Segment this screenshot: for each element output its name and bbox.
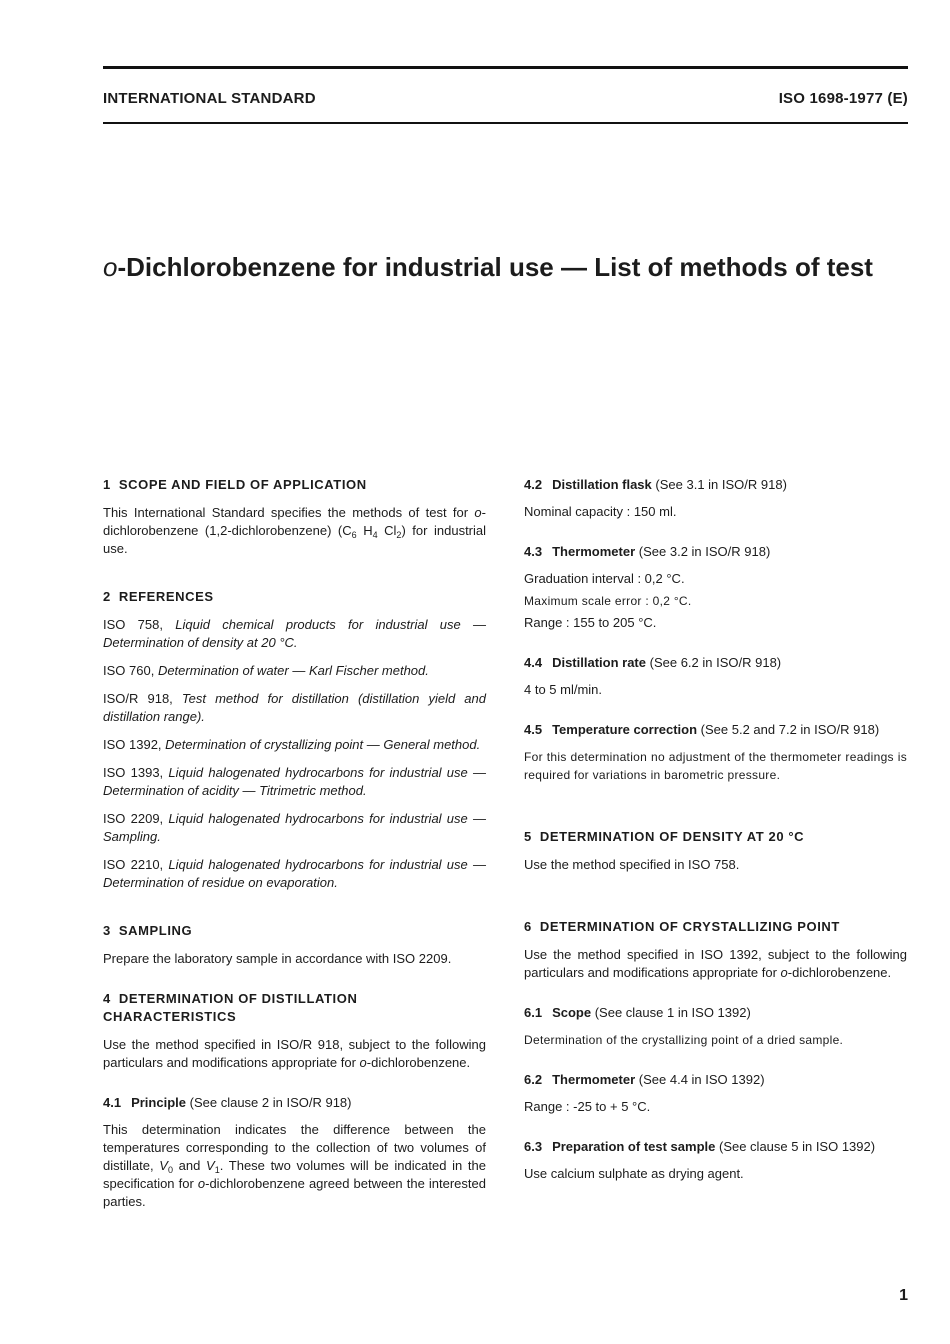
subsection-6-1-heading xyxy=(524,1004,907,1022)
section-4-heading xyxy=(103,990,486,1026)
reference-item xyxy=(103,856,486,892)
section-title: REFERENCES xyxy=(118,589,214,604)
subsection-number: 4.3 xyxy=(524,544,543,559)
section-number: 1 xyxy=(103,477,111,492)
header-standard-type: INTERNATIONAL STANDARD xyxy=(103,90,316,107)
section-1-text xyxy=(103,504,486,558)
text-run: V xyxy=(159,1158,168,1173)
text-run: o xyxy=(474,505,482,520)
thermometer-spec-line: Maximum scale error : 0,2 °C. xyxy=(524,594,692,608)
text-run: . These two volumes will be indicated in the specification for xyxy=(103,1158,486,1191)
subsection-6-1-text: Determination of the crystallizing point of a dried sample. xyxy=(524,1033,844,1047)
subsection-title: Preparation of test sample xyxy=(552,1139,716,1154)
section-number: 4 xyxy=(103,991,111,1006)
reference-item xyxy=(103,764,486,800)
section-2-heading xyxy=(103,588,486,606)
subsection-4-1-heading xyxy=(103,1094,486,1112)
text-run: H xyxy=(356,523,373,538)
subsection-title: Distillation flask xyxy=(552,477,652,492)
section-6-text xyxy=(524,946,907,982)
section-number: 3 xyxy=(103,923,111,938)
subsection-title: Distillation rate xyxy=(552,655,646,670)
text-run: -dichlorobenzene agreed between the interested parties. xyxy=(103,1176,486,1209)
subsection-reference: (See 6.2 in ISO/R 918) xyxy=(649,655,782,670)
subscript: 4 xyxy=(372,530,378,540)
text-run: Use the method specified in ISO/R 918, subject to the following particulars and modifications appropriate for xyxy=(103,1037,486,1070)
subsection-4-4-text: 4 to 5 ml/min. xyxy=(524,682,603,697)
text-run: o xyxy=(359,1055,367,1070)
text-run: and xyxy=(178,1158,201,1173)
subsection-number: 6.2 xyxy=(524,1072,543,1087)
subsection-reference: (See 3.2 in ISO/R 918) xyxy=(638,544,771,559)
subsection-title: Temperature correction xyxy=(552,722,698,737)
subsection-number: 6.1 xyxy=(524,1005,543,1020)
reference-code: ISO 2210, xyxy=(103,857,164,872)
reference-code: ISO 1392, xyxy=(103,737,162,752)
text-run: ) for industrial use. xyxy=(103,523,487,556)
section-5-text: Use the method specified in ISO 758. xyxy=(524,857,740,872)
subsection-6-3-heading xyxy=(524,1138,907,1156)
subsection-number: 4.4 xyxy=(524,655,543,670)
section-number: 5 xyxy=(524,829,532,844)
section-3-text: Prepare the laboratory sample in accordance with ISO 2209. xyxy=(103,951,452,966)
subsection-4-2-text: Nominal capacity : 150 ml. xyxy=(524,504,677,519)
subsection-6-2-text: Range : -25 to + 5 °C. xyxy=(524,1099,651,1114)
text-run: -dichlorobenzene (1,2-dichlorobenzene) (C xyxy=(103,505,486,538)
title-text: -Dichlorobenzene for industrial use — List of methods of test xyxy=(117,252,873,282)
reference-code: ISO 758, xyxy=(103,617,163,632)
reference-code: ISO 1393, xyxy=(103,765,164,780)
text-run: Use the method specified in ISO 1392, subject to the following particulars and modifications appropriate for xyxy=(524,947,907,980)
subsection-number: 4.5 xyxy=(524,722,543,737)
subsection-number: 6.3 xyxy=(524,1139,543,1154)
subsection-reference: (See 3.1 in ISO/R 918) xyxy=(655,477,787,492)
subsection-6-3-text: Use calcium sulphate as drying agent. xyxy=(524,1166,744,1181)
reference-item xyxy=(103,810,486,846)
reference-item xyxy=(103,662,486,680)
subsection-reference: (See clause 1 in ISO 1392) xyxy=(594,1005,751,1020)
subsection-title: Thermometer xyxy=(552,1072,636,1087)
left-column xyxy=(103,476,486,1221)
reference-title: Liquid halogenated hydrocarbons for industrial use — Determination of residue on evaporation. xyxy=(103,857,486,890)
text-run: This International Standard specifies the methods of test for xyxy=(103,505,469,520)
text-run: V xyxy=(206,1158,215,1173)
reference-title: Liquid chemical products for industrial use — Determination of density at 20 °C. xyxy=(103,617,486,650)
subscript: 2 xyxy=(396,530,402,540)
subsection-4-5-text: For this determination no adjustment of the thermometer readings is required for variations in barometric pressure. xyxy=(524,750,907,782)
section-number: 2 xyxy=(103,589,111,604)
text-run: -dichlorobenzene. xyxy=(787,965,892,980)
subsection-4-1-text xyxy=(103,1121,486,1211)
section-number: 6 xyxy=(524,919,532,934)
subsection-4-5-heading xyxy=(524,721,907,739)
subscript: 6 xyxy=(351,530,357,540)
subsection-title: Scope xyxy=(552,1005,592,1020)
subsection-title: Principle xyxy=(131,1095,186,1110)
subsection-reference: (See clause 2 in ISO/R 918) xyxy=(189,1095,352,1110)
section-title: SCOPE AND FIELD OF APPLICATION xyxy=(118,477,367,492)
text-run: o xyxy=(780,965,788,980)
subsection-reference: (See 4.4 in ISO 1392) xyxy=(638,1072,765,1087)
section-title: DETERMINATION OF DENSITY AT 20 °C xyxy=(539,829,805,844)
section-title: DETERMINATION OF CRYSTALLIZING POINT xyxy=(539,919,840,934)
section-6-heading xyxy=(524,918,907,936)
subsection-6-2-heading xyxy=(524,1071,907,1089)
header-standard-number: ISO 1698-1977 (E) xyxy=(778,90,908,107)
subsection-number: 4.1 xyxy=(103,1095,122,1110)
text-run: This determination indicates the difference between the temperatures corresponding to the collection of two volumes of distillate, xyxy=(103,1122,486,1173)
reference-item xyxy=(103,690,486,726)
section-3-heading xyxy=(103,922,486,940)
reference-title: Liquid halogenated hydrocarbons for industrial use — Sampling. xyxy=(103,811,486,844)
document-title xyxy=(103,250,893,285)
subsection-number: 4.2 xyxy=(524,477,543,492)
header-rule-bottom xyxy=(103,122,908,124)
reference-item xyxy=(103,616,486,652)
reference-code: ISO/R 918, xyxy=(103,691,173,706)
section-5-heading xyxy=(524,828,907,846)
text-run: o xyxy=(197,1176,206,1191)
reference-title: Determination of water — Karl Fischer method. xyxy=(157,663,429,678)
subsection-4-4-heading xyxy=(524,654,907,672)
subsection-4-3-heading xyxy=(524,543,907,561)
reference-item xyxy=(103,736,486,754)
reference-title: Liquid halogenated hydrocarbons for industrial use — Determination of acidity — Titrimetric method. xyxy=(103,765,486,798)
subsection-4-2-heading xyxy=(524,476,907,494)
subsection-reference: (See clause 5 in ISO 1392) xyxy=(718,1139,876,1154)
subscript: 1 xyxy=(214,1165,220,1175)
thermometer-spec-line: Range : 155 to 205 °C. xyxy=(524,615,657,630)
title-prefix: o xyxy=(103,252,118,282)
section-title: SAMPLING xyxy=(118,923,193,938)
thermometer-spec-line: Graduation interval : 0,2 °C. xyxy=(524,571,685,586)
section-4-text xyxy=(103,1036,486,1072)
reference-code: ISO 2209, xyxy=(103,811,164,826)
right-column xyxy=(524,476,907,1193)
reference-code: ISO 760, xyxy=(103,663,155,678)
page-number: 1 xyxy=(899,1287,908,1304)
subsection-reference: (See 5.2 and 7.2 in ISO/R 918) xyxy=(700,722,880,737)
subsection-title: Thermometer xyxy=(552,544,636,559)
reference-title: Determination of crystallizing point — General method. xyxy=(165,737,481,752)
subscript: 0 xyxy=(167,1165,173,1175)
reference-title: Test method for distillation (distillation yield and distillation range). xyxy=(103,691,486,724)
text-run: -dichlorobenzene. xyxy=(366,1055,471,1070)
section-title: DETERMINATION OF DISTILLATION CHARACTERISTICS xyxy=(103,991,358,1024)
text-run: Cl xyxy=(377,523,397,538)
section-1-heading xyxy=(103,476,486,494)
header-rule-top xyxy=(103,66,908,69)
